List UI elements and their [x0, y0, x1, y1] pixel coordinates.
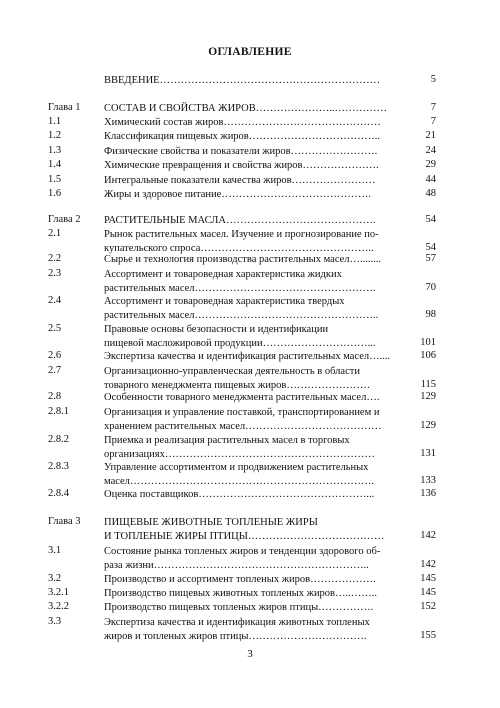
toc-entry-title: [104, 573, 436, 587]
toc-entry-title: [104, 587, 436, 601]
toc-entry-number: 2.1: [48, 228, 62, 239]
toc-entry-title-line: Правовые основы безопасности и идентификации: [104, 324, 329, 335]
toc-entry-title-line: Оценка поставщиков…………………………………………...: [104, 489, 375, 500]
toc-entry-title: [104, 295, 436, 322]
toc-entry-title: [104, 323, 436, 350]
toc-entry-title-line: пищевой масложировой продукции…………………………...: [104, 337, 376, 349]
toc-entry-number: 3.2.1: [48, 587, 69, 598]
toc-entry-title-line: Сырье и технология производства растительных масел…........: [104, 254, 382, 265]
toc-entry-title: [104, 116, 436, 130]
toc-entry-title: [104, 253, 436, 267]
toc-entry-title-line: Химические превращения и свойства жиров………………….: [104, 160, 379, 171]
page-title: ОГЛАВЛЕНИЕ: [208, 46, 292, 58]
toc-entry-page: 48: [425, 188, 436, 199]
toc-entry-page: 7: [430, 102, 436, 113]
toc-entry-page: 129: [420, 419, 436, 431]
toc-entry-title-line: Организация и управление поставкой, транспортированием и: [104, 407, 380, 418]
toc-entry-page: 155: [420, 629, 436, 641]
toc-entry-number: 2.8: [48, 391, 62, 402]
toc-entry-title: [104, 406, 436, 433]
toc-entry-title: [104, 616, 436, 643]
toc-entry-page: 145: [420, 573, 436, 584]
toc-entry-number: 1.6: [48, 188, 62, 199]
toc-entry-title-line: жиров и топленых жиров птицы…………………………….: [104, 630, 367, 642]
toc-entry-page: 136: [420, 488, 436, 499]
toc-entry-title: [104, 130, 436, 144]
toc-entry-number: 2.6: [48, 350, 62, 361]
toc-entry-title-line: Производство пищевых животных топленых жиров…..……..: [104, 588, 378, 599]
toc-entry-page: 133: [420, 474, 436, 486]
toc-entry-number: 3.3: [48, 616, 62, 627]
toc-entry-title-line: купательского спроса…………………………………………..: [104, 242, 374, 254]
toc-entry-title-line: масел…………………………………………………………….: [104, 475, 375, 487]
toc-entry-number: Глава 2: [48, 214, 81, 225]
toc-entry-title: [104, 601, 436, 615]
toc-entry-number: 2.3: [48, 268, 62, 279]
toc-entry-title-line: Рынок растительных масел. Изучение и прогнозирование по-: [104, 229, 379, 240]
toc-entry-title: [104, 228, 436, 255]
toc-entry-title: [104, 102, 436, 116]
toc-entry-page: 54: [425, 241, 436, 253]
toc-entry-page: 44: [425, 174, 436, 185]
toc-entry-title: [104, 365, 436, 392]
toc-entry-number: 2.4: [48, 295, 62, 306]
toc-entry-title: [104, 188, 436, 202]
toc-entry-title-line: СОСТАВ И СВОЙСТВА ЖИРОВ…………………..……………: [104, 103, 387, 114]
toc-entry-page: 142: [420, 558, 436, 570]
toc-entry-page: 7: [430, 116, 436, 127]
toc-entry-title-line: Ассортимент и товароведная характеристика твердых: [104, 296, 345, 307]
toc-entry-number: 1.2: [48, 130, 62, 141]
toc-entry-title: [104, 268, 436, 295]
toc-entry-title-line: хранением растительных масел…………………………………: [104, 420, 382, 432]
toc-entry-title-line: Приемка и реализация растительных масел в торговых: [104, 435, 350, 446]
toc-entry-title: [104, 545, 436, 572]
toc-entry-title-line: Состояние рынка топленых жиров и тенденции здорового об-: [104, 546, 381, 557]
toc-entry-title-line: ВВЕДЕНИЕ………………………………………………………: [104, 75, 381, 86]
toc-entry-page: 131: [420, 447, 436, 459]
toc-entry-title-line: Производство и ассортимент топленых жиров……………….: [104, 574, 376, 585]
toc-entry-title-line: Особенности товарного менеджмента растительных масел….: [104, 392, 380, 403]
toc-entry-title: [104, 214, 436, 228]
toc-entry-page: 29: [425, 159, 436, 170]
toc-entry-title-line: раза жизни……………………………………………………..: [104, 559, 369, 571]
toc-entry-page: 70: [425, 281, 436, 293]
toc-entry-page: 54: [425, 214, 436, 225]
toc-entry-title: [104, 488, 436, 502]
toc-entry-title-line: И ТОПЛЕНЫЕ ЖИРЫ ПТИЦЫ…………………………………: [104, 530, 385, 542]
toc-entry-title: [104, 434, 436, 461]
toc-entry-title: [104, 461, 436, 488]
toc-entry-number: 1.1: [48, 116, 62, 127]
toc-entry-number: 1.5: [48, 174, 62, 185]
toc-entry-title-line: Экспертиза качества и идентификация животных топленых: [104, 617, 370, 628]
toc-entry-number: 2.2: [48, 253, 62, 264]
page-number: 3: [247, 648, 253, 660]
toc-entry-page: 57: [425, 253, 436, 264]
toc-entry-number: 3.1: [48, 545, 62, 556]
toc-entry-title-line: РАСТИТЕЛЬНЫЕ МАСЛА…………………………………….: [104, 215, 376, 226]
toc-entry-title-line: Классификация пищевых жиров………………………………..: [104, 131, 381, 142]
toc-entry-page: 98: [425, 308, 436, 320]
toc-entry-title-line: Управление ассортиментом и продвижением растительных: [104, 462, 369, 473]
toc-entry-number: 2.8.3: [48, 461, 69, 472]
toc-entry-page: 5: [430, 74, 436, 85]
toc-entry-title: [104, 145, 436, 159]
toc-entry-title-line: Экспертиза качества и идентификация растительных масел…....: [104, 351, 391, 362]
toc-entry-number: 2.8.2: [48, 434, 69, 445]
toc-entry-page: 21: [425, 130, 436, 141]
toc-entry-title: [104, 350, 436, 364]
toc-entry-number: Глава 3: [48, 516, 81, 527]
toc-entry-title-line: Химический состав жиров………………………………………: [104, 117, 381, 128]
toc-entry-title-line: растительных масел……………………………………………..: [104, 309, 379, 321]
toc-entry-title: [104, 74, 436, 88]
toc-entry-title: [104, 159, 436, 173]
toc-entry-title-line: Интегральные показатели качества жиров……………………: [104, 175, 376, 186]
toc-entry-page: 101: [420, 336, 436, 348]
toc-entry-number: Глава 1: [48, 102, 81, 113]
toc-entry-number: 1.3: [48, 145, 62, 156]
toc-entry-title-line: Организационно-управленческая деятельность в области: [104, 366, 360, 377]
toc-entry-title-line: Жиры и здоровое питание…………………………………….: [104, 189, 371, 200]
toc-entry-page: 152: [420, 601, 436, 612]
toc-entry-page: 129: [420, 391, 436, 402]
toc-entry-page: 24: [425, 145, 436, 156]
toc-entry-title: [104, 516, 436, 543]
toc-entry-title: [104, 174, 436, 188]
toc-entry-number: 2.8.4: [48, 488, 69, 499]
toc-entry-title-line: организациях……………………………………………………: [104, 448, 375, 460]
toc-entry-title-line: Производство пищевых топленых жиров птицы…………….: [104, 602, 374, 613]
toc-entry-title-line: растительных масел…………………………………………….: [104, 282, 376, 294]
toc-entry-page: 106: [420, 350, 436, 361]
toc-entry-number: 2.8.1: [48, 406, 69, 417]
toc-entry-page: 145: [420, 587, 436, 598]
toc-entry-page: 115: [420, 378, 436, 390]
toc-entry-number: 2.5: [48, 323, 62, 334]
toc-entry-number: 2.7: [48, 365, 62, 376]
toc-entry-number: 3.2: [48, 573, 62, 584]
toc-entry-number: 3.2.2: [48, 601, 69, 612]
toc-entry-number: 1.4: [48, 159, 62, 170]
toc-entry-page: 142: [420, 529, 436, 541]
toc-entry-title-line: ПИЩЕВЫЕ ЖИВОТНЫЕ ТОПЛЕНЫЕ ЖИРЫ: [104, 517, 318, 528]
toc-entry-title: [104, 391, 436, 405]
toc-entry-title-line: Ассортимент и товароведная характеристика жидких: [104, 269, 342, 280]
toc-entry-title-line: Физические свойства и показатели жиров…………………….: [104, 146, 378, 157]
toc-entry-title-line: товарного менеджмента пищевых жиров……………………: [104, 379, 371, 391]
